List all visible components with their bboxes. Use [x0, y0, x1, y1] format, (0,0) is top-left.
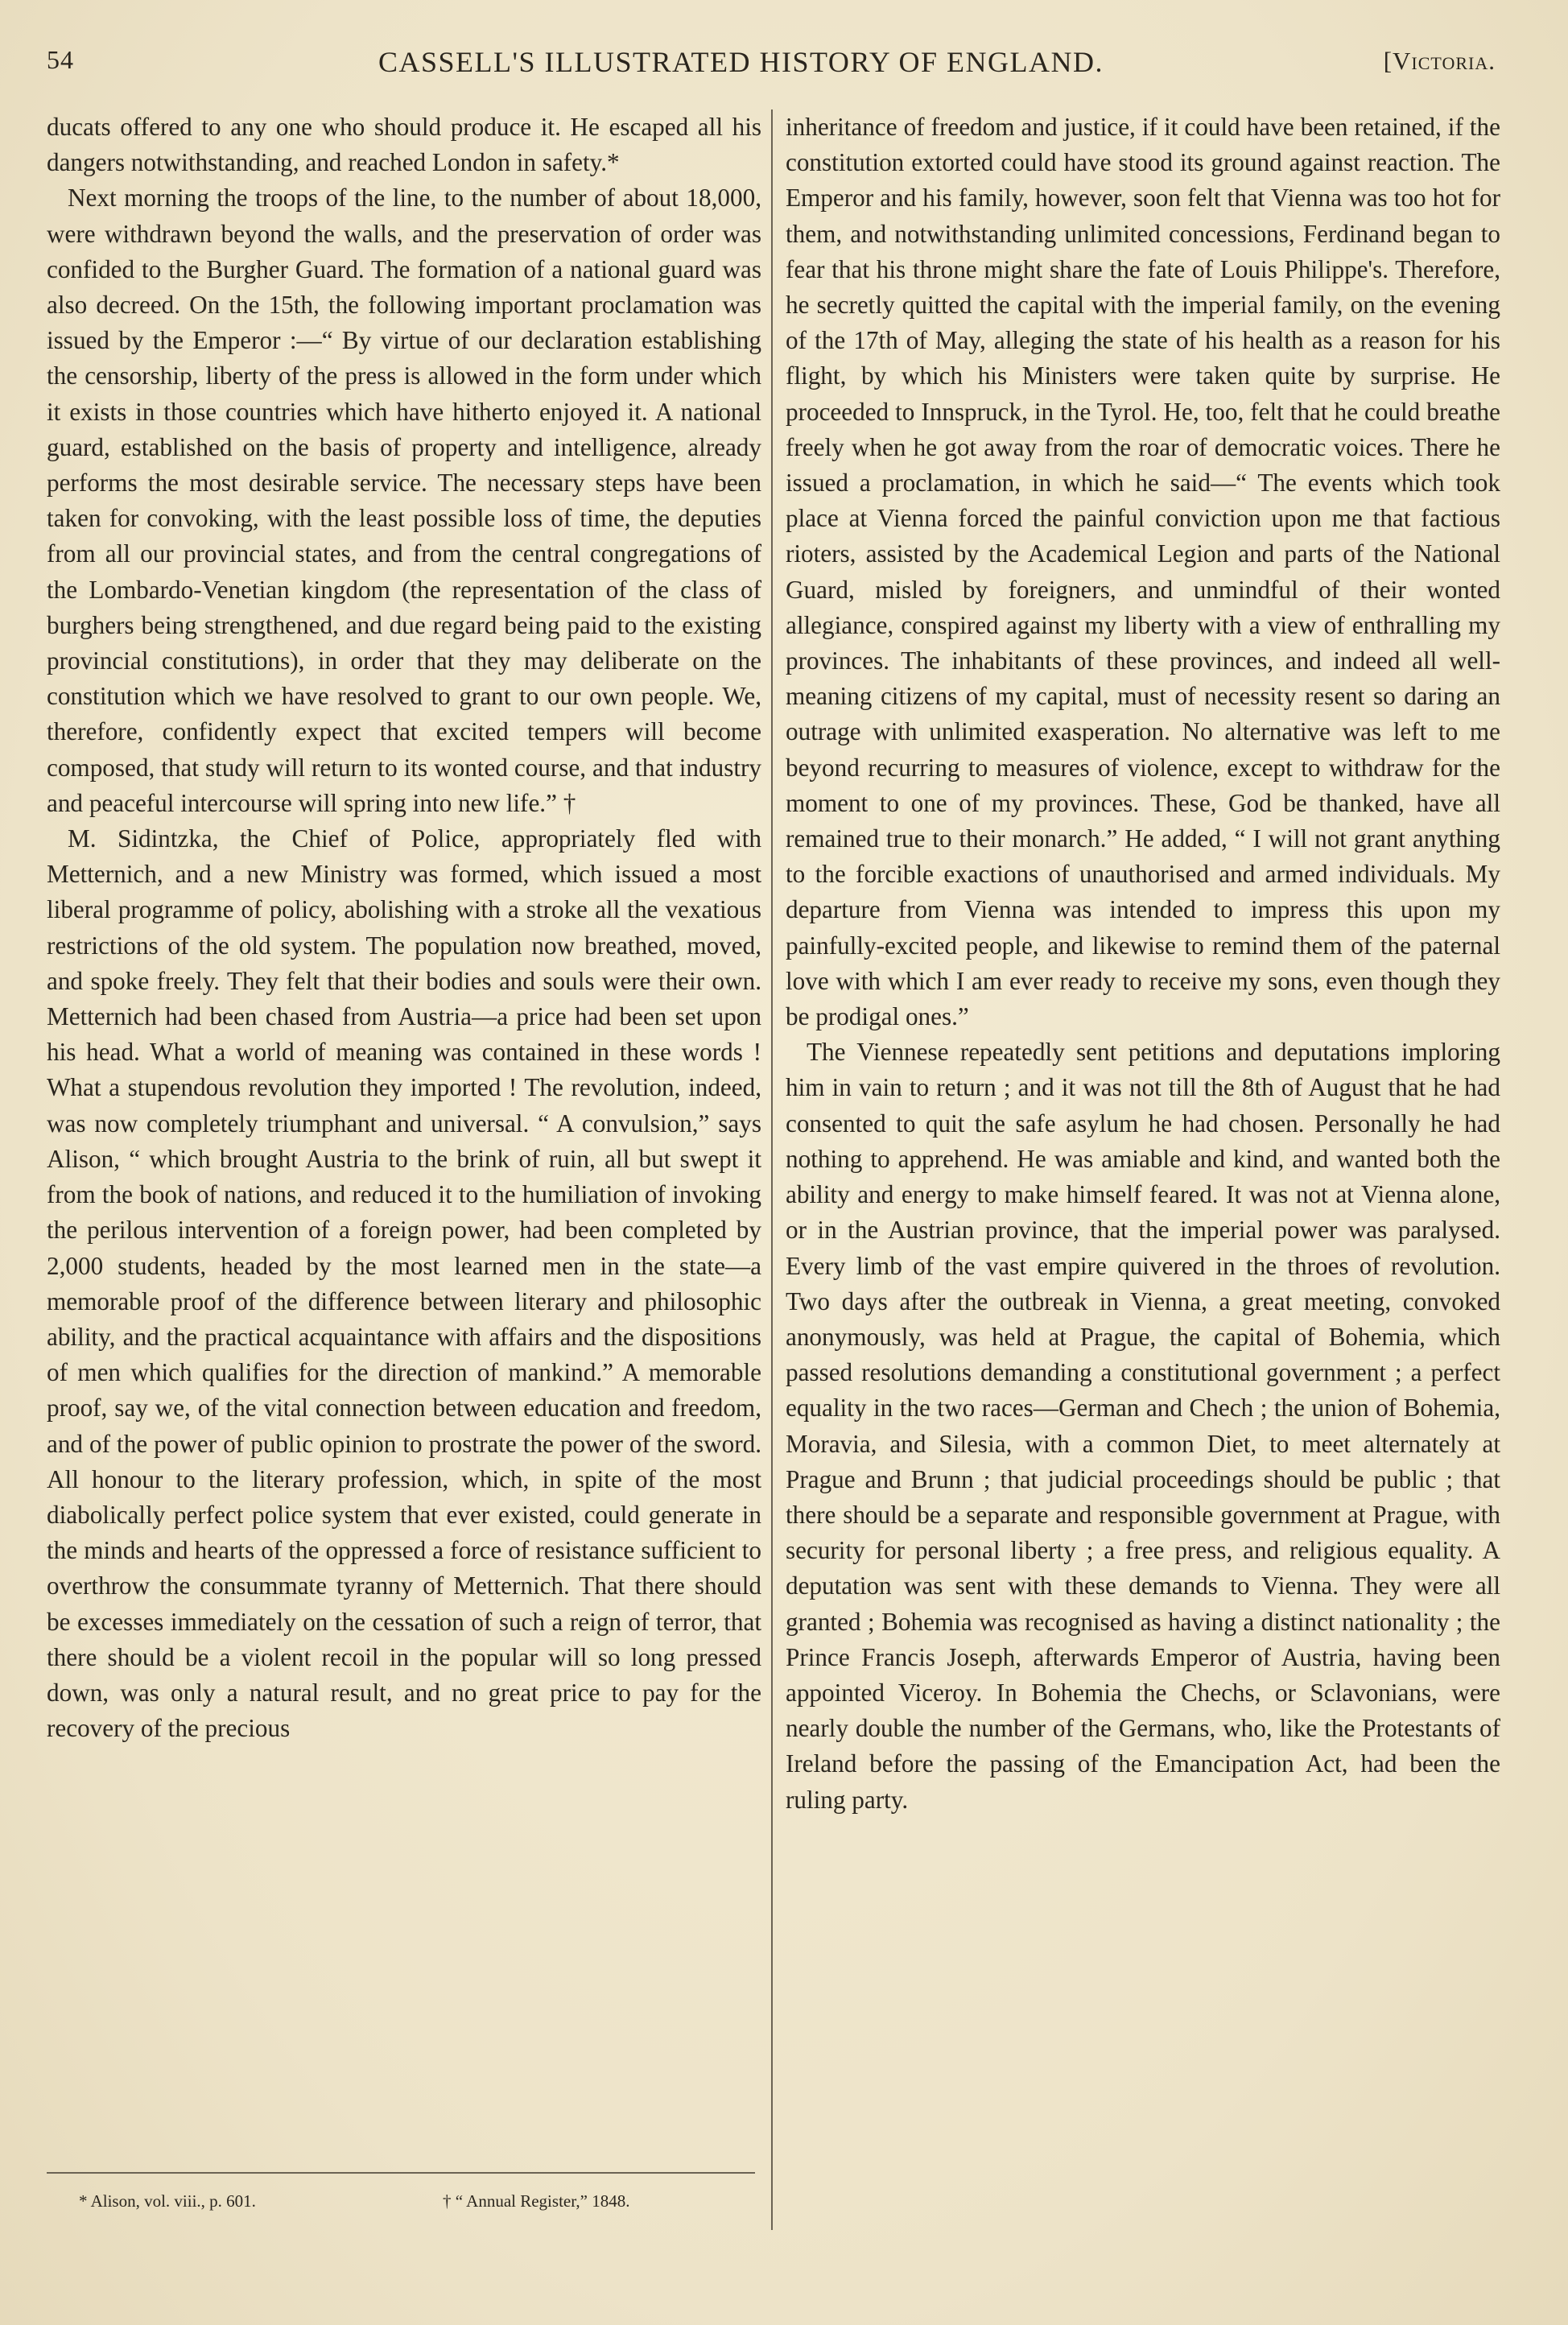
right-column — [786, 109, 1500, 1818]
left-column — [47, 109, 761, 1746]
section-title: [Victoria. — [1383, 47, 1496, 75]
running-title: CASSELL'S ILLUSTRATED HISTORY OF ENGLAND. — [378, 46, 1104, 78]
paragraph: inheritance of freedom and justice, if it could have been retained, if the constitution extorted could have stood its ground against reaction. The Emperor and his family, however, soon felt that Vienna was too hot for them, and notwithstanding unlimited concessions, Ferdinand began to fear that his throne might share the fate of Louis Philippe's. Therefore, he secretly quitted the capital with the imperial family, on the evening of the 17th of May, alleging the state of his health as a reason for his flight, by which his Ministers were taken quite by surprise. He proceeded to Innspruck, in the Tyrol. He, too, felt that he could breathe freely when he got away from the roar of democratic voices. There he issued a proclamation, in which he said—“ The events which took place at Vienna forced the painful conviction upon me that factious rioters, assisted by the Academical Legion and parts of the National Guard, misled by foreigners, and unmindful of their wonted allegiance, conspired against my liberty with a view of enthralling my provinces. The inhabitants of these provinces, and indeed all well-meaning citizens of my capital, must of necessity resent so daring an outrage with unlimited exasperation. No alternative was left to me beyond recurring to measures of violence, except to withdraw for the moment to one of my provinces. These, God be thanked, have all remained true to their monarch.” He added, “ I will not grant anything to the forcible exactions of unauthorised and armed individuals. My departure from Vienna was intended to impress this upon my painfully-excited people, and likewise to remind them of the paternal love with which I am ever ready to receive my sons, even though they be prodigal ones.” — [786, 113, 1500, 1031]
paragraph: M. Sidintzka, the Chief of Police, appropriately fled with Metternich, and a new Ministry was formed, which issued a most liberal programme of policy, abolishing with a stroke all the vexatious restrictions of the old system. The population now breathed, moved, and spoke freely. They felt that their bodies and souls were their own. Metternich had been chased from Austria—a price had been set upon his head. What a world of meaning was contained in these words ! What a stupendous revolution they imported ! The revolution, indeed, was now completely triumphant and universal. “ A convulsion,” says Alison, “ which brought Austria to the brink of ruin, all but swept it from the book of nations, and reduced it to the humiliation of invoking the perilous intervention of a foreign power, had been completed by 2,000 students, headed by the most learned men in the state—a memorable proof of the difference between literary and philosophic ability, and the practical acquaintance with affairs and the dispositions of men which qualifies for the direction of mankind.” A memorable proof, say we, of the vital connection between education and freedom, and of the power of public opinion to prostrate the power of the sword. All honour to the literary profession, which, in spite of the most diabolically perfect police system that ever existed, could generate in the minds and hearts of the oppressed a force of resistance sufficient to overthrow the consummate tyranny of Metternich. That there should be excesses immediately on the cessation of such a reign of terror, that there should be a violent recoil in the popular will so long pressed down, was only a natural result, and no great price to pay for the recovery of the precious — [47, 824, 761, 1743]
footnote: * Alison, vol. viii., p. 601. — [79, 2191, 256, 2211]
paragraph: The Viennese repeatedly sent petitions and deputations imploring him in vain to return ; and it was not till the 8th of August that he had consented to quit the safe asylum he had chosen. Personally he had nothing to apprehend. He was amiable and kind, and wanted both the ability and energy to make himself feared. It was not at Vienna alone, or in the Austrian province, that the imperial power was paralysed. Every limb of the vast empire quivered in the throes of revolution. Two days after the outbreak in Vienna, a great meeting, convoked anonymously, was held at Prague, the capital of Bohemia, which passed resolutions demanding a constitutional government ; a perfect equality in the two races—German and Chech ; the union of Bohemia, Moravia, and Silesia, with a common Diet, to meet alternately at Prague and Brunn ; that judicial proceedings should be public ; that there should be a separate and responsible government at Prague, with security for personal liberty ; a free press, and religious equality. A deputation was sent with these demands to Vienna. They were all granted ; Bohemia was recognised as having a distinct nationality ; the Prince Francis Joseph, afterwards Emperor of Austria, having been appointed Viceroy. In Bohemia the Chechs, or Sclavonians, were nearly double the number of the Germans, who, like the Protestants of Ireland before the passing of the Emancipation Act, had been the ruling party. — [786, 1038, 1500, 1814]
page-number: 54 — [47, 45, 74, 74]
paragraph: Next morning the troops of the line, to the number of about 18,000, were withdrawn beyond the walls, and the preservation of order was confided to the Burgher Guard. The formation of a national guard was also decreed. On the 15th, the following important proclamation was issued by the Emperor :—“ By virtue of our declaration establishing the censorship, liberty of the press is allowed in the form under which it exists in those countries which have hitherto enjoyed it. A national guard, established on the basis of property and intelligence, already performs the most desirable service. The necessary steps have been taken for convoking, with the least possible loss of time, the deputies from all our provincial states, and from the central congregations of the Lombardo-Venetian kingdom (the representation of the class of burghers being strengthened, and due regard being paid to the existing provincial constitutions), in order that they may deliberate on the constitution which we have resolved to grant to our own people. We, therefore, confidently expect that excited tempers will become composed, that study will return to its wonted course, and that industry and peaceful intercourse will spring into new life.” † — [47, 184, 761, 817]
page-header — [47, 42, 1496, 82]
footnote-divider — [47, 2172, 755, 2174]
paragraph: ducats offered to any one who should produce it. He escaped all his dangers notwithstanding, and reached London in safety.* — [47, 113, 761, 177]
column-divider — [771, 109, 773, 2230]
footnote: † “ Annual Register,” 1848. — [443, 2191, 630, 2211]
